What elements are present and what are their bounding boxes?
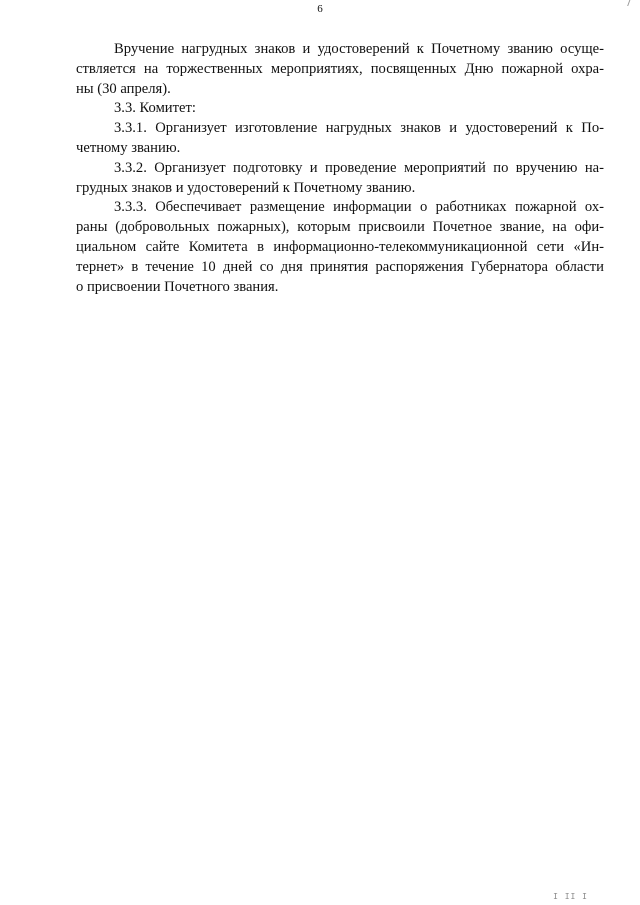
paragraph-3-3-3 [76, 198, 604, 297]
text-line: о присвоении Почетного звания. [76, 278, 279, 295]
text-line: раны (добровольных пожарных), которым присвоили Почетное звание, на офи- [76, 219, 604, 236]
text-line: Вручение нагрудных знаков и удостоверений к Почетному званию осуще- [114, 41, 604, 57]
text-line: грудных знаков и удостоверений к Почетному званию. [76, 179, 416, 196]
text-line: циальном сайте Комитета в информационно-телекоммуникационной сети «Ин- [76, 238, 604, 255]
text-line: 3.3.3. Обеспечивает размещение информации о работниках пожарной ох- [114, 199, 604, 216]
document-body [76, 40, 604, 297]
text-line: тернет» в течение 10 дней со дня принятия распоряжения Губернатора области [76, 258, 604, 275]
text-line: 3.3. Комитет: [114, 100, 196, 117]
text-line: ны (30 апреля). [76, 80, 171, 97]
text-line: 3.3.2. Организует подготовку и проведение мероприятий по вручению на- [114, 159, 604, 176]
paragraph-awarding [76, 40, 604, 99]
paragraph-committee-heading [76, 99, 604, 119]
text-line: четному званию. [76, 139, 181, 156]
paragraph-3-3-1 [76, 119, 604, 159]
page-number: 6 [317, 3, 323, 15]
text-line: ствляется на торжественных мероприятиях, посвященных Дню пожарной охра- [76, 60, 604, 77]
text-line: 3.3.1. Организует изготовление нагрудных знаков и удостоверений к По- [114, 120, 604, 137]
paragraph-3-3-2 [76, 159, 604, 199]
scan-footer-mark: I II I [553, 892, 588, 901]
